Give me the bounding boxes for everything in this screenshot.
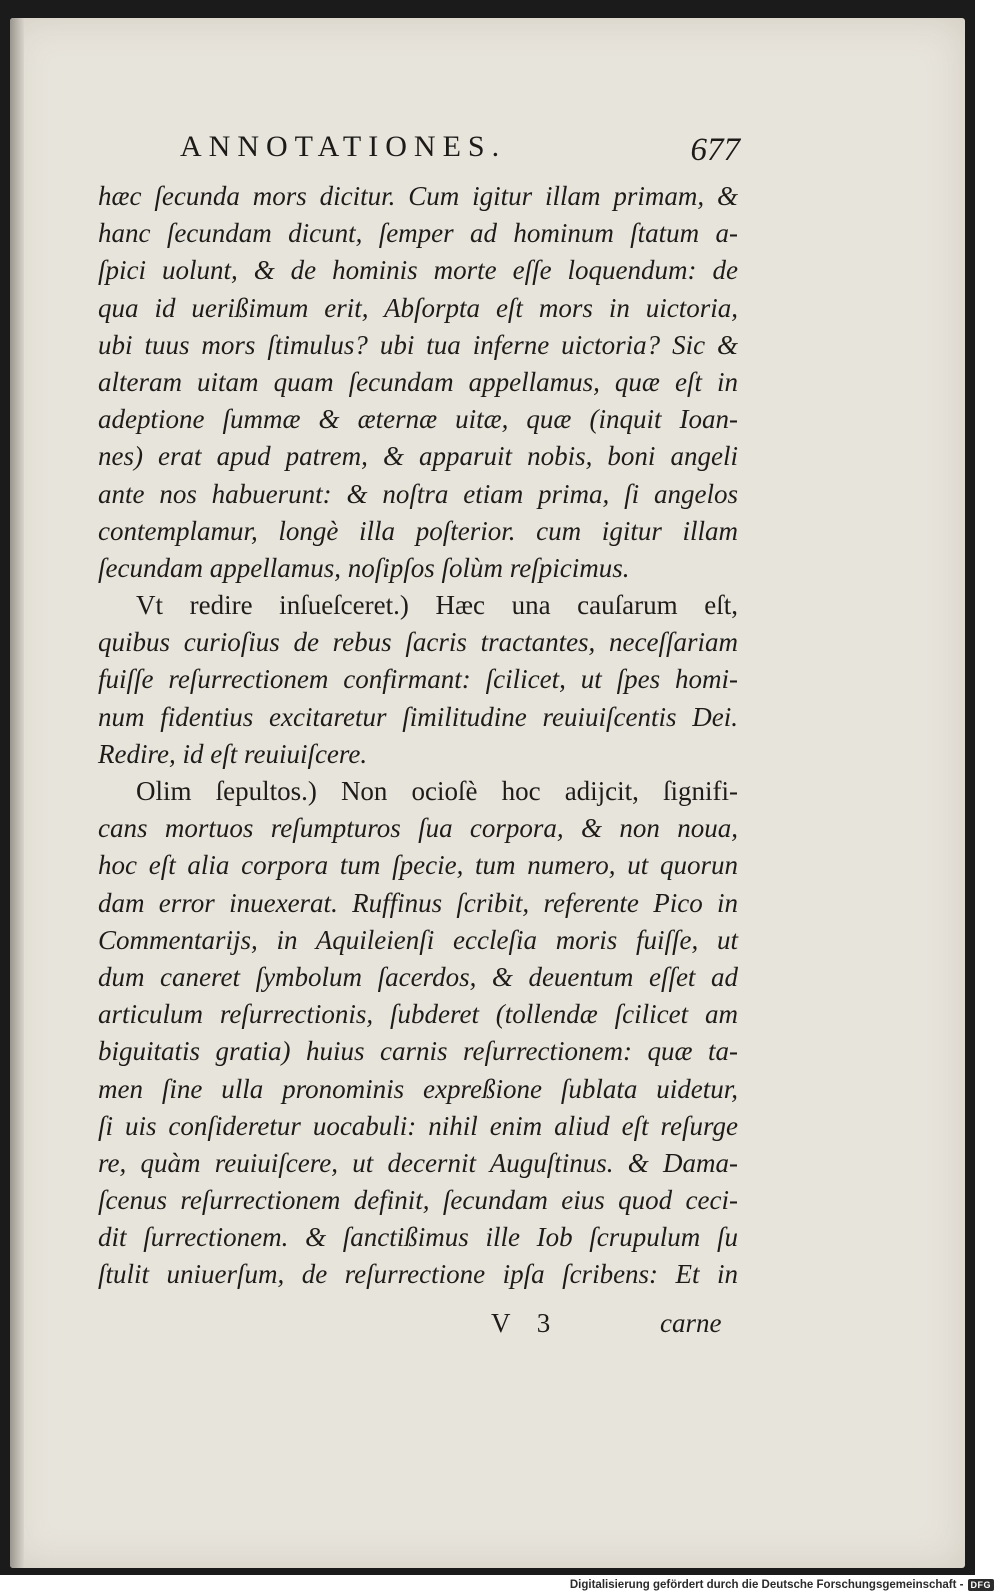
- credit-text: Digitalisierung gefördert durch die Deutsche Forschungsgemeinschaft -: [569, 1579, 964, 1591]
- paragraph-lemma-line: Vt redire inſueſceret.) Hæc una cauſarum eſt,: [136, 590, 738, 621]
- text-line: re, quàm reuiuiſcere, ut decernit Auguſtinus. & Dama-: [98, 1147, 738, 1178]
- text-line: cans mortuos reſumpturos ſua corpora, & non noua,: [98, 813, 738, 844]
- running-title: ANNOTATIONES.: [180, 130, 507, 163]
- signature-mark: V 3: [491, 1308, 561, 1338]
- text-line: articulum reſurrectionis, ſubderet (tollendæ ſcilicet am: [98, 999, 738, 1030]
- paragraph-lemma-line: Olim ſepultos.) Non ocioſè hoc adijcit, ſignifi-: [136, 776, 738, 806]
- text-line: contemplamur, longè illa poſterior. cum igitur illam: [98, 515, 738, 546]
- text-line: dam error inuexerat. Ruffinus ſcribit, referente Pico in: [98, 887, 738, 918]
- text-line: quibus curioſius de rebus ſacris tractantes, neceſſariam: [98, 627, 738, 658]
- text-line: ſcenus reſurrectionem definit, ſecundam eius quod ceci-: [98, 1185, 738, 1216]
- text-line: ſtulit uniuerſum, de reſurrectione ipſa ſcribens: Et in: [98, 1259, 738, 1290]
- text-line: qua id uerißimum erit, Abſorpta eſt mors in uictoria,: [98, 292, 738, 323]
- text-line: ante nos habuerunt: & noſtra etiam prima, ſi angelos: [98, 478, 738, 509]
- text-line: men ſine ulla pronominis expreßione ſublata uidetur,: [98, 1073, 738, 1104]
- text-line: hoc eſt alia corpora tum ſpecie, tum numero, ut quorun: [98, 850, 738, 881]
- digitization-credit: [570, 1577, 994, 1593]
- text-line: alteram uitam quam ſecundam appellamus, quæ eſt in: [98, 366, 738, 397]
- text-line: biguitatis gratia) huius carnis reſurrectionem: quæ ta-: [98, 1036, 738, 1067]
- text-line: adeptione ſummæ & æternæ uitæ, quæ (inquit Ioan-: [98, 404, 738, 435]
- text-line: ubi tuus mors ſtimulus? ubi tua inferne uictoria? Sic &: [98, 329, 738, 360]
- text-line: Commentarijs, in Aquileienſi eccleſia moris fuiſſe, ut: [98, 924, 738, 955]
- dfg-logo: DFG: [968, 1579, 995, 1591]
- text-line: dum caneret ſymbolum ſacerdos, & deuentum eſſet ad: [98, 961, 738, 992]
- text-line: ſecundam appellamus, noſipſos ſolùm reſpicimus.: [98, 552, 630, 583]
- page-number: 677: [690, 132, 740, 168]
- text-line: hanc ſecundam dicunt, ſemper ad hominum ſtatum a-: [98, 218, 738, 249]
- running-head: [180, 130, 740, 174]
- page-spine-shadow: [10, 18, 24, 1568]
- text-line: ſi uis conſideretur uocabuli: nihil enim aliud eſt reſurge: [98, 1110, 738, 1141]
- text-line: nes) erat apud patrem, & apparuit nobis, boni angeli: [98, 441, 738, 472]
- text-line: fuiſſe reſurrectionem confirmant: ſcilicet, ut ſpes homi-: [98, 664, 738, 695]
- catchword: carne: [660, 1308, 722, 1338]
- body-text: [98, 178, 738, 1294]
- book-page: [10, 18, 965, 1568]
- text-line: Redire, id eſt reuiuiſcere.: [98, 738, 368, 769]
- text-line: hæc ſecunda mors dicitur. Cum igitur illam primam, &: [98, 181, 738, 211]
- text-line: dit ſurrectionem. & ſanctißimus ille Iob ſcrupulum ſu: [98, 1222, 738, 1253]
- text-line: num fidentius excitaretur ſimilitudine reuiuiſcentis Dei.: [98, 701, 738, 732]
- text-line: ſpici uolunt, & de hominis morte eſſe loquendum: de: [98, 255, 738, 286]
